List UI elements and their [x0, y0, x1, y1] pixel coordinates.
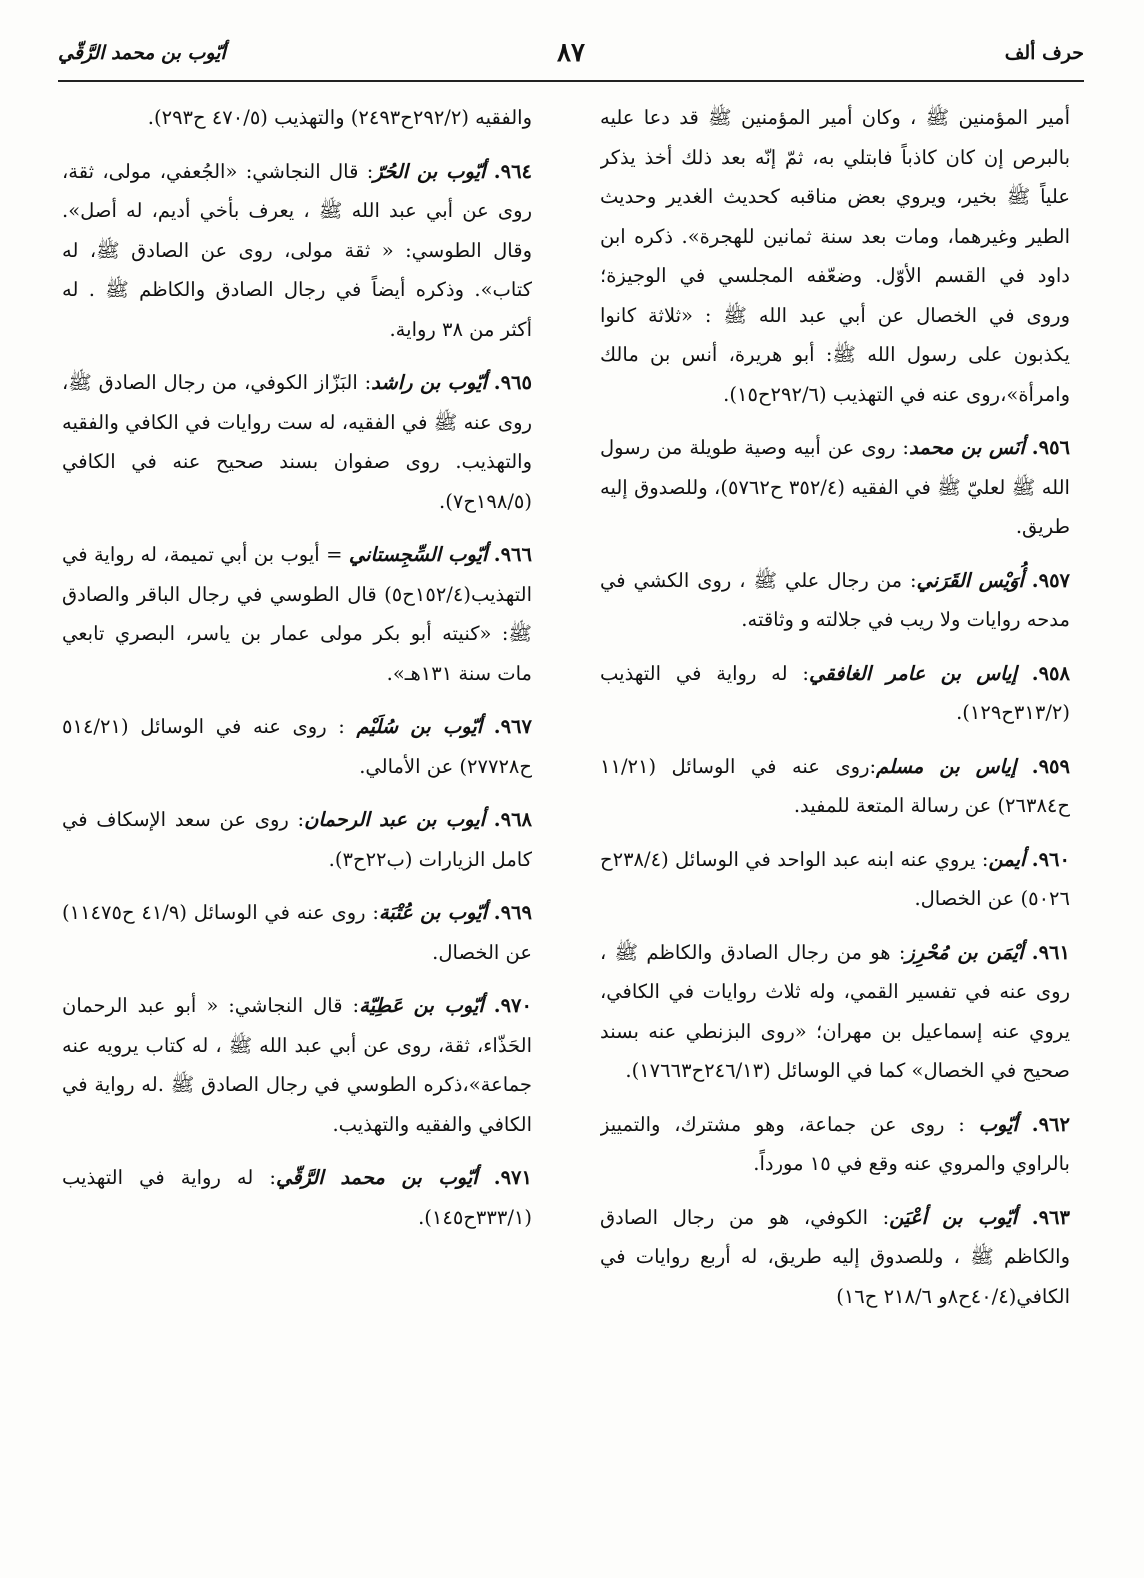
entry-text: = أيوب بن أبي تميمة، له رواية في التهذيب(١٥٢/٤ح٥) قال الطوسي في رجال الباقر والصادق ﷺ: «كنيته أبو بكر مولى عمار بن ياسر، البصري تابعي مات سنة ١٣١هـ». [62, 543, 532, 685]
entry-name: أيّوب بن الحُرّ [373, 159, 486, 183]
entry-paragraph [600, 747, 1070, 826]
running-head-entry: أيّوب بن محمد الرَّقّي [58, 42, 226, 64]
entry-paragraph [62, 535, 532, 693]
entry-number: ٩٦٤. [493, 159, 532, 183]
entry-number: ٩٥٦. [1031, 436, 1070, 459]
entry-number: ٩٦٨. [493, 808, 532, 831]
entry-number: ٩٦٠. [1031, 847, 1070, 871]
entry-text: : له رواية في التهذيب (٣٣٣/١ح١٤٥). [62, 1166, 532, 1229]
entry-paragraph [600, 1198, 1070, 1317]
header-rule [58, 80, 1084, 82]
entry-text: أمير المؤمنين ﷺ ، وكان أمير المؤمنين ﷺ قد دعا عليه بالبرص إن كان كاذباً فابتلي به، ثمّ إنّه بعد ذلك أخذ يذكر علياً ﷺ بخير، ويروي بعض مناقبه كحديث الغدير وحديث الطير وغيرهما، ومات بعد سنة ثمانين للهجرة». ذكره ابن داود في القسم الأوّل. وضعّفه المجلسي في الوجيزة؛ وروى في الخصال عن أبي عبد الله ﷺ : «ثلاثة كانوا يكذبون على رسول الله ﷺ: أبو هريرة، أنس بن مالك وامرأة»،روى عنه في التهذيب (٢٩٢/٦ح١٥). [600, 106, 1070, 406]
entry-number: ٩٧١. [493, 1166, 532, 1189]
page-header [58, 36, 1084, 80]
entry-text: : روى عن جماعة، وهو مشترك، والتمييز بالراوي والمروي عنه وقع في ١٥ مورداً. [600, 1112, 1070, 1175]
left-column [62, 98, 532, 1538]
entry-text: : روى عنه في الوسائل (٥١٤/٢١ ح٢٧٧٢٨) عن الأمالي. [62, 715, 532, 778]
entry-number: ٩٥٩. [1031, 754, 1070, 778]
entry-name: أيّوب بن سُلَيْم [356, 715, 483, 738]
entry-name: أيْمَن بن مُحْرِز [905, 940, 1024, 964]
entry-name: إياس بن مسلم [876, 754, 1017, 778]
entry-number: ٩٥٧. [1031, 568, 1070, 592]
entry-name: أُوَيْس القَرَني [916, 568, 1024, 592]
entry-number: ٩٦٣. [1031, 1205, 1070, 1229]
entry-paragraph [62, 707, 532, 786]
entry-text: : روى عن سعد الإسكاف في كامل الزيارات (ب٢٢ح٣). [62, 808, 532, 871]
right-column [600, 98, 1070, 1538]
entry-paragraph [600, 654, 1070, 733]
entry-name: أيّوب السِّجِستاني [348, 543, 488, 566]
entry-paragraph [600, 1105, 1070, 1184]
entry-paragraph [62, 98, 532, 138]
entry-paragraph [600, 840, 1070, 919]
entry-text: : روى عن أبيه وصية طويلة من رسول الله ﷺ لعليّ ﷺ في الفقيه (٣٥٢/٤ ح٥٧٦٢)، وللصدوق إليه طريق. [600, 436, 1070, 538]
entry-name: أيّوب بن راشد [371, 371, 487, 394]
page-number: ٨٧ [557, 38, 585, 68]
running-head-section: حرف ألف [1004, 42, 1084, 64]
entry-text: : روى عنه في الوسائل (٤١/٩ ح١١٤٧٥) عن الخصال. [62, 901, 532, 964]
entry-paragraph [62, 893, 532, 972]
entry-text: : الكوفي، هو من رجال الصادق والكاظم ﷺ ، وللصدوق إليه طريق، له أربع روايات في الكافي(٤٠/٤ح٨و ٢١٨/٦ ح١٦) [600, 1205, 1070, 1308]
entry-text: والفقيه (٢٩٢/٢ح٢٤٩٣) والتهذيب (٤٧٠/٥ ح٢٩٣). [147, 106, 532, 129]
entry-text: : يروي عنه ابنه عبد الواحد في الوسائل (٢٣٨/٤ح ٥٠٢٦) عن الخصال. [600, 847, 1070, 910]
entry-text: : هو من رجال الصادق والكاظم ﷺ ، روى عنه في تفسير القمي، وله ثلاث روايات في الكافي، يروي عنه إسماعيل بن مهران؛ «روى البزنطي عنه بسند صحيح في الخصال» كما في الوسائل (٢٤٦/١٣ح١٧٦٦٣). [600, 940, 1070, 1082]
entry-name: أيّوب بن محمد الرَّقّي [275, 1166, 478, 1189]
entry-text: :روى عنه في الوسائل (١١/٢١ ح٢٦٣٨٤) عن رسالة المتعة للمفيد. [600, 754, 1070, 817]
entry-text: : من رجال علي ﷺ ، روى الكشي في مدحه روايات ولا ريب في جلالته و وثاقته. [600, 568, 1070, 631]
entry-name: أنَس بن محمد [909, 436, 1025, 459]
entry-paragraph [62, 1158, 532, 1237]
entry-paragraph [62, 152, 532, 350]
entry-paragraph [62, 986, 532, 1144]
entry-number: ٩٦٦. [493, 543, 532, 566]
entry-text: : قال النجاشي: «الجُعفي، مولى، ثقة، روى عن أبي عبد الله ﷺ ، يعرف بأخي أديم، له أصل». وقال الطوسي: « ثقة مولى، روى عن الصادق ﷺ، له كتاب». وذكره أيضاً في رجال الصادق والكاظم ﷺ . له أكثر من ٣٨ رواية. [62, 159, 532, 341]
entry-name: أيّوب [978, 1112, 1018, 1136]
entry-paragraph [62, 800, 532, 879]
entry-text: : له رواية في التهذيب (٣١٣/٢ح١٢٩). [600, 661, 1070, 724]
entry-number: ٩٥٨. [1031, 661, 1070, 685]
entry-paragraph [62, 363, 532, 521]
entry-name: أيّوب بن أعْيَن [889, 1205, 1018, 1229]
entry-name: أيّوب بن عُتْبَة [378, 901, 488, 924]
entry-paragraph [600, 561, 1070, 640]
entry-number: ٩٦٧. [493, 715, 532, 738]
entry-text: : قال النجاشي: « أبو عبد الرحمان الحَذّاء، ثقة، روى عن أبي عبد الله ﷺ ، له كتاب يرويه عنه جماعة»،ذكره الطوسي في رجال الصادق ﷺ .له رواية في الكافي والفقيه والتهذيب. [62, 994, 532, 1136]
entry-name: إياس بن عامر الغافقي [808, 661, 1017, 685]
entry-paragraph [600, 98, 1070, 414]
entry-number: ٩٦١. [1031, 940, 1070, 964]
entry-number: ٩٦٢. [1031, 1112, 1070, 1136]
entry-number: ٩٧٠. [493, 994, 532, 1017]
entry-number: ٩٦٩. [493, 901, 532, 924]
entry-name: أيمن [988, 847, 1026, 871]
entry-name: أيّوب بن عَطِيّة [359, 994, 484, 1017]
entry-text: : البَزّاز الكوفي، من رجال الصادق ﷺ، روى عنه ﷺ في الفقيه، له ست روايات في الكافي والفقيه والتهذيب. روى صفوان بسند صحيح عنه في الكافي (١٩٨/٥ح٧). [62, 371, 532, 513]
entry-paragraph [600, 428, 1070, 547]
entry-number: ٩٦٥. [493, 371, 532, 394]
entry-name: أيوب بن عبد الرحمان [304, 808, 486, 831]
entry-paragraph [600, 933, 1070, 1091]
